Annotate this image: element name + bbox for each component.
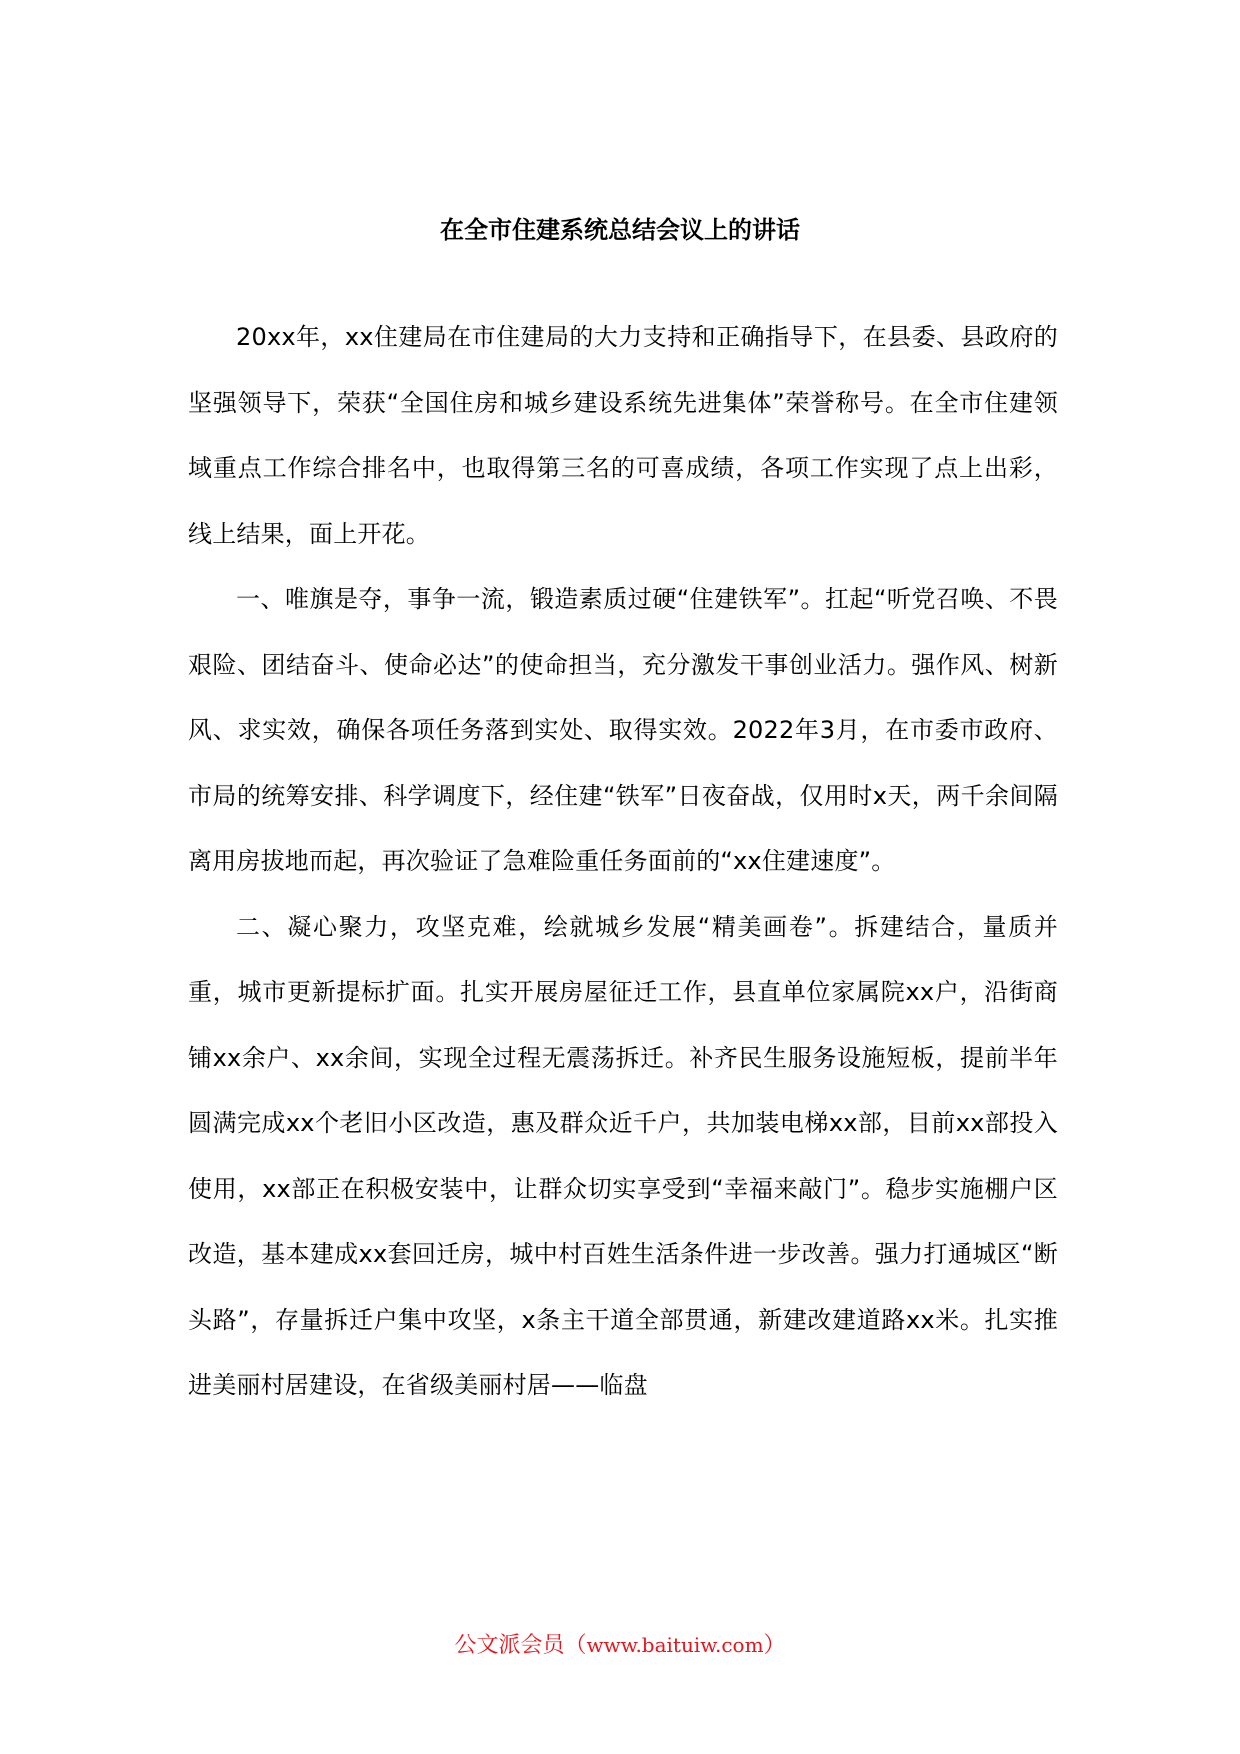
- paragraph-section-two: 二、凝心聚力，攻坚克难，绘就城乡发展“精美画卷”。拆建结合，量质并重，城市更新提标扩面。扎实开展房屋征迁工作，县直单位家属院xx户，沿街商铺xx余户、xx余间，实现全过程无震荡拆迁。补齐民生服务设施短板，提前半年圆满完成xx个老旧小区改造，惠及群众近千户，共加装电梯xx部，目前xx部投入使用，xx部正在积极安装中，让群众切实享受到“幸福来敲门”。稳步实施棚户区改造，基本建成xx套回迁房，城中村百姓生活条件进一步改善。强力打通城区“断头路”，存量拆迁户集中攻坚，x条主干道全部贯通，新建改建道路xx米。扎实推进美丽村居建设，在省级美丽村居——临盘: [188, 912, 1058, 1399]
- footer-watermark: [0, 1625, 1240, 1666]
- document-title: 在全市住建系统总结会议上的讲话: [440, 216, 800, 244]
- document-body: [188, 305, 1058, 1419]
- footer-close: ）: [763, 1633, 786, 1658]
- footer-label: 公文派会员（: [454, 1633, 587, 1658]
- footer-url-link[interactable]: www.baituiw.com: [586, 1633, 764, 1657]
- paragraph-section-one: 一、唯旗是夺，事争一流，锻造素质过硬“住建铁军”。扛起“听党召唤、不畏艰险、团结奋斗、使命必达”的使命担当，充分激发干事创业活力。强作风、树新风、求实效，确保各项任务落到实处、取得实效。2022年3月，在市委市政府、市局的统筹安排、科学调度下，经住建“铁军”日夜奋战，仅用时x天，两千余间隔离用房拔地而起，再次验证了急难险重任务面前的“xx住建速度”。: [188, 585, 1058, 875]
- paragraph-intro: 20xx年，xx住建局在市住建局的大力支持和正确指导下，在县委、县政府的坚强领导下，荣获“全国住房和城乡建设系统先进集体”荣誉称号。在全市住建领域重点工作综合排名中，也取得第三名的可喜成绩，各项工作实现了点上出彩，线上结果，面上开花。: [188, 323, 1058, 548]
